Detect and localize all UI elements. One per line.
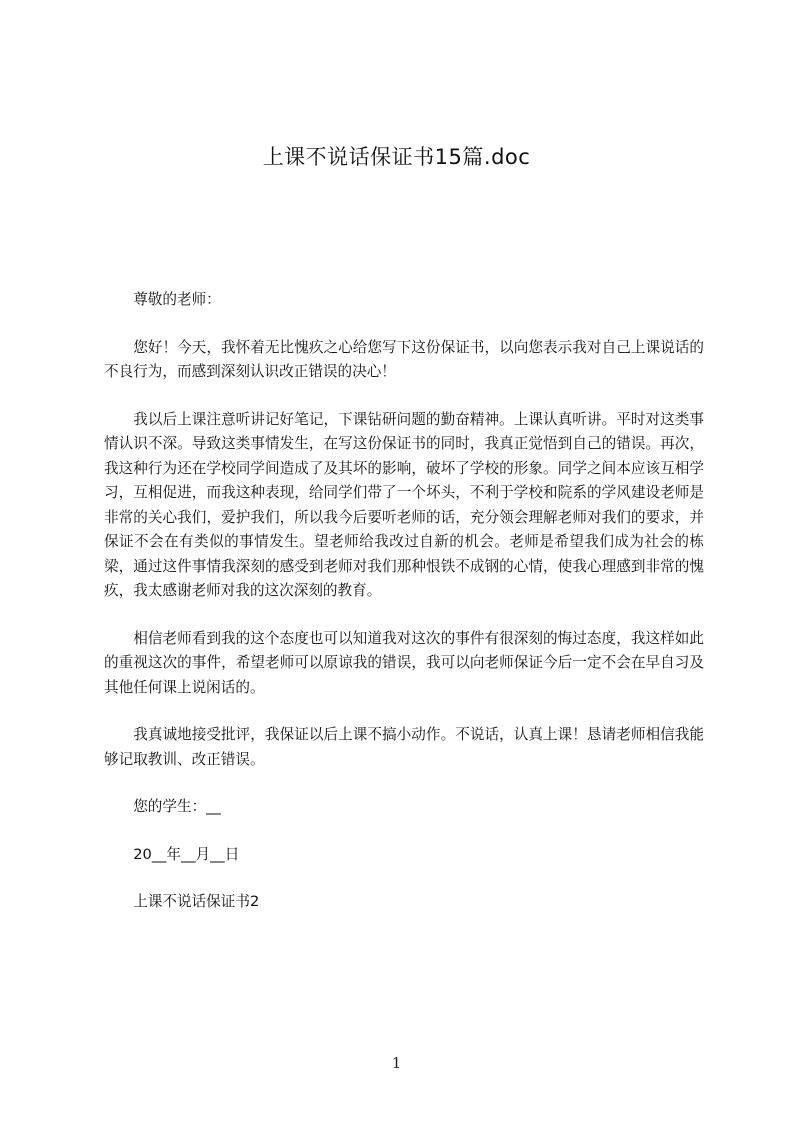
document-body: [104, 288, 704, 938]
signature-line: 您的学生：__: [133, 798, 221, 815]
paragraph-trust: 相信老师看到我的这个态度也可以知道我对这次的事件有很深刻的悔过态度，我这样如此的重视这次的事件，希望老师可以原谅我的错误，我可以向老师保证今后一定不会在早自习及其他任何课上说闲话的。: [104, 629, 704, 696]
next-section-heading: 上课不说话保证书2: [133, 893, 260, 910]
paragraph-greeting: 您好！今天，我怀着无比愧疚之心给您写下这份保证书，以向您表示我对自己上课说话的不良行为，而感到深刻认识改正错误的决心！: [104, 338, 704, 380]
document-title: 上课不说话保证书15篇.doc: [262, 145, 531, 169]
page-number: 1: [391, 1054, 402, 1072]
salutation: 尊敬的老师：: [133, 291, 221, 308]
paragraph-promise: 我真诚地接受批评，我保证以后上课不搞小动作。不说话，认真上课！恳请老师相信我能够记取教训、改正错误。: [104, 726, 704, 768]
paragraph-main: 我以后上课注意听讲记好笔记，下课钻研问题的勤奋精神。上课认真听讲。平时对这类事情认识不深。导致这类事情发生，在写这份保证书的同时，我真正觉悟到自己的错误。再次，我这种行为还在学校同学间造成了及其坏的影响，破坏了学校的形象。同学之间本应该互相学习，互相促进，而我这种表现，给同学们带了一个坏头，不利于学校和院系的学风建设老师是非常的关心我们，爱护我们，所以我今后要听老师的话，充分领会理解老师对我们的要求，并保证不会在有类似的事情发生。望老师给我改过自新的机会。老师是希望我们成为社会的栋梁，通过这件事情我深刻的感受到老师对我们那种恨铁不成钢的心情，使我心理感到非常的愧疚，我太感谢老师对我的这次深刻的教育。: [104, 410, 704, 599]
date-line: 20__年__月__日: [133, 845, 240, 863]
